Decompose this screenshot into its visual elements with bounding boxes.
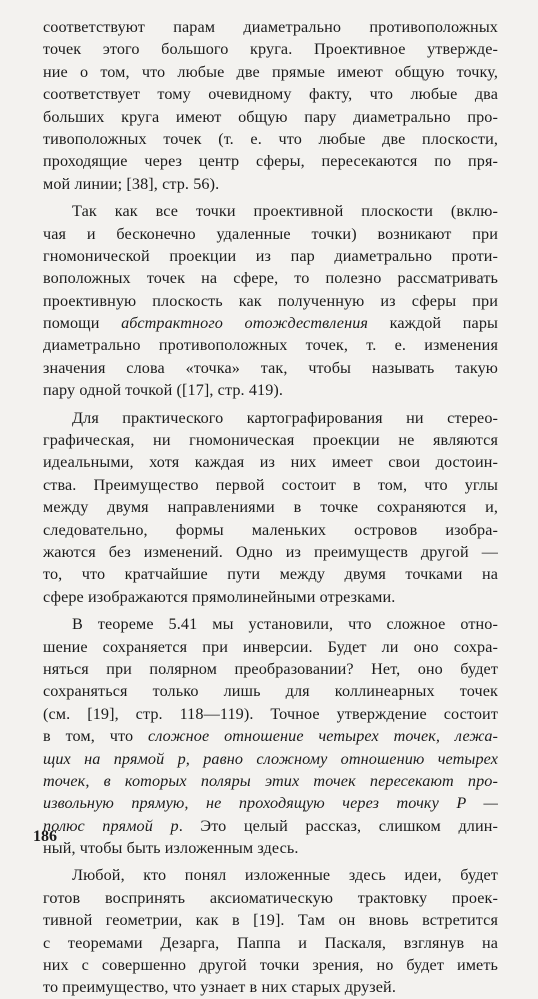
- text-line: готов воспринять аксиоматическую трактовку проек-: [43, 888, 498, 907]
- text-line: то преимущество, что узнает в них старых друзей.: [43, 978, 396, 997]
- italic-phrase: абстрактного отождествления: [121, 314, 369, 333]
- text-line: ный, чтобы быть изложенным здесь.: [43, 839, 299, 858]
- text-line: сфере изображаются прямолинейными отрезками.: [43, 587, 396, 606]
- text-line: пару одной точкой ([17], стр. 419).: [43, 381, 284, 400]
- body-text: [43, 16, 498, 999]
- text-line: В теореме 5.41 мы установили, что сложное отно-: [72, 615, 498, 634]
- text-line: диаметрально противоположных точек, т. е. изменения: [43, 336, 498, 355]
- text-line: сохраняться только лишь для коллинеарных точек: [43, 682, 498, 701]
- text-line: тивоположных точек (т. е. что любые две плоскости,: [43, 129, 498, 148]
- paragraph-1: [43, 16, 498, 195]
- text-line: шение сохраняется при инверсии. Будет ли оно сохра-: [43, 637, 498, 656]
- text-line: Так как все точки проективной плоскости (вклю-: [72, 202, 498, 221]
- italic-phrase: сложное отношение четырех точек, лежа-: [148, 727, 498, 746]
- text-line: тивной геометрии, как в [19]. Там он вновь встретится: [43, 911, 498, 930]
- text-line: няться при полярном преобразовании? Нет, оно будет: [43, 659, 498, 678]
- text-line: то, что кратчайшие пути между двумя точками на: [43, 565, 498, 584]
- paragraph-4: [43, 613, 498, 859]
- text-line: (см. [19], стр. 118—119). Точное утверждение состоит: [43, 704, 498, 723]
- italic-phrase: щих на прямой p, равно сложному отношению четырех: [43, 749, 498, 768]
- text-line: чая и бесконечно удаленные точки) возникают при: [43, 224, 498, 243]
- text-line-italic: [43, 770, 498, 792]
- text-line: идеальными, хотя каждая из них имеет свои достоин-: [43, 453, 498, 472]
- text-line: точек этого большого круга. Проективное утвержде-: [43, 40, 498, 59]
- text-line: между двумя направлениями в точке сохраняются и,: [43, 498, 498, 517]
- text-line: Для практического картографирования ни стерео-: [72, 408, 498, 427]
- text-line: воположных точек на сфере, то полезно рассматривать: [43, 269, 498, 288]
- text-line: ние о том, что любые две прямые имеют общую точку,: [43, 62, 498, 81]
- text-line: соответствует тому очевидному факту, что любые два: [43, 85, 498, 104]
- italic-phrase: полюс прямой p: [43, 816, 179, 835]
- paragraph-3: [43, 407, 498, 609]
- text-line: проходящие через центр сферы, пересекаются по пря-: [43, 152, 498, 171]
- text-line: следовательно, формы маленьких островов изобра-: [43, 520, 498, 539]
- text-line: с теоремами Дезарга, Паппа и Паскаля, взглянув на: [43, 933, 498, 952]
- text-line: больших круга имеют общую пару диаметрально про-: [43, 107, 498, 126]
- text-line: мой линии; [38], стр. 56).: [43, 174, 220, 193]
- text-line: проективную плоскость как полученную из сферы при: [43, 291, 498, 310]
- text-line: ства. Преимущество первой состоит в том, что углы: [43, 475, 498, 494]
- italic-phrase: точек, в которых поляры этих точек пересекают про-: [43, 771, 498, 790]
- paragraph-5: [43, 864, 498, 998]
- text-line: значения слова «точка» так, чтобы называть такую: [43, 358, 498, 377]
- text-line-with-italic: полюс прямой p. Это целый рассказ, слишком длин-: [43, 816, 498, 835]
- paragraph-2: [43, 200, 498, 402]
- text-line-with-italic: в том, что сложное отношение четырех точек, лежа-: [43, 727, 498, 746]
- text-line: жаются без изменений. Одно из преимуществ другой —: [43, 542, 498, 561]
- text-line: графическая, ни гномоническая проекции не являются: [43, 431, 498, 450]
- italic-phrase: извольную прямую, не проходящую через точку P —: [43, 794, 498, 813]
- text-line-italic: [43, 748, 498, 770]
- text-line: соответствуют парам диаметрально противоположных: [43, 18, 498, 36]
- text-line: гномонической проекции из пар диаметрально проти-: [43, 246, 498, 265]
- text-line: Любой, кто понял изложенные здесь идеи, будет: [72, 866, 498, 885]
- text-line-italic: [43, 792, 498, 814]
- text-line-with-italic: помощи абстрактного отождествления каждой пары: [43, 314, 498, 333]
- text-line: них с совершенно другой точки зрения, но будет иметь: [43, 956, 498, 975]
- page-number: 186: [33, 828, 57, 845]
